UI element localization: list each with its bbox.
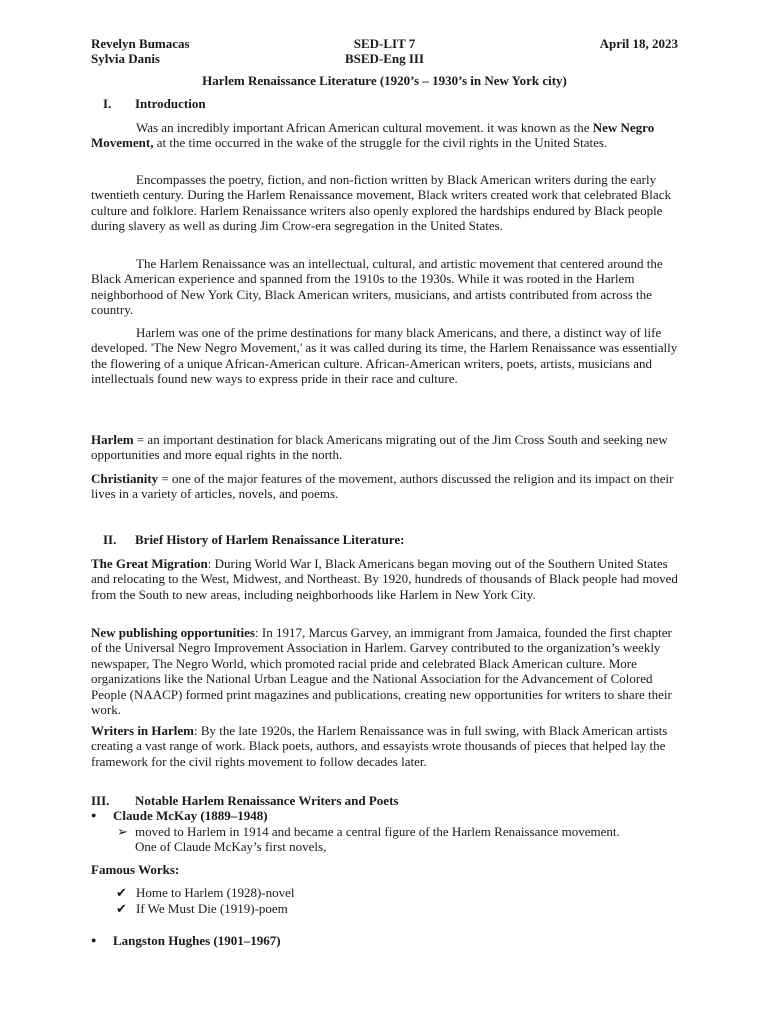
writer-name: Langston Hughes (1901–1967) (113, 933, 281, 948)
section-title: Introduction (135, 96, 206, 111)
bold-term: New Negro Movement, (91, 120, 655, 151)
author-name: Revelyn Bumacas (91, 36, 190, 51)
list-item (116, 901, 288, 916)
program-name: BSED-Eng III (344, 51, 425, 66)
document-header (91, 36, 678, 66)
list-item (117, 824, 637, 855)
section-number: II. (103, 532, 117, 547)
definition-paragraph: Christianity = one of the major features of the movement, authors discussed the religion and its impact on their lives in a variety of articles, novels, and poems. (91, 471, 674, 502)
paragraph: The Great Migration: During World War I, Black Americans began moving out of the Southern United States and relocating to the West, Midwest, and Northeast. By 1920, hundreds of thousands of Black people had moved from the South to new areas, including neighborhoods like Harlem in New York City. (91, 556, 678, 602)
bullet-icon: ● (91, 935, 97, 945)
course-code: SED-LIT 7 (353, 36, 416, 51)
list-item (91, 933, 281, 948)
paragraph: The Harlem Renaissance was an intellectual, cultural, and artistic movement that centered around the Black American experience and spanned from the 1910s to the 1930s. While it was rooted in the Harlem neighborhood of New York City, Black American writers, musicians, and artists contributed from across the country. (91, 256, 663, 318)
author-name: Sylvia Danis (91, 51, 160, 66)
famous-works-label: Famous Works: (91, 862, 180, 877)
paragraph: Writers in Harlem: By the late 1920s, the Harlem Renaissance was in full swing, with Black American artists creating a vast range of work. Black poets, authors, and essayists wrote thousands of pieces that helped lay the framework for the civil rights movement to follow decades later. (91, 723, 668, 769)
section-number: I. (103, 96, 112, 111)
bold-term: Writers in Harlem (91, 723, 195, 738)
bold-term: Christianity (91, 471, 159, 486)
work-title: If We Must Die (1919)-poem (136, 901, 288, 916)
definition-paragraph: Harlem = an important destination for black Americans migrating out of the Jim Cross South and seeking new opportunities and more equal rights in the north. (91, 432, 668, 463)
list-item (91, 808, 268, 823)
bold-term: New publishing opportunities (91, 625, 255, 640)
paragraph: Encompasses the poetry, fiction, and non-fiction written by Black American writers during the early twentieth century. During the Harlem Renaissance movement, Black writers created work that celebrated Black culture and folklore. Harlem Renaissance writers also openly explored the hardships endured by Black people during slavery as well as during Jim Crow-era segregation in the United States. (91, 172, 671, 234)
section-heading (103, 532, 404, 547)
work-title: Home to Harlem (1928)-novel (136, 885, 295, 900)
document-title: Harlem Renaissance Literature (1920’s – 1930’s in New York city) (202, 73, 567, 88)
checkmark-icon: ✔ (116, 885, 127, 900)
writer-name: Claude McKay (1889–1948) (113, 808, 268, 823)
bullet-icon: ● (91, 810, 97, 820)
section-heading (91, 793, 398, 808)
section-title: Brief History of Harlem Renaissance Literature: (135, 532, 405, 547)
section-heading (103, 96, 206, 111)
list-item (116, 885, 294, 900)
paragraph: New publishing opportunities: In 1917, Marcus Garvey, an immigrant from Jamaica, founded the first chapter of the Universal Negro Improvement Association in Harlem. Garvey contributed to the organization’s weekly newspaper, The Negro World, which promoted racial pride and celebrated Black American culture. More organizations like the National Urban League and the National Association for the Advancement of Colored People (NAACP) formed print magazines and publications, creating new opportunities for writers to share their work. (91, 625, 672, 718)
writer-note: moved to Harlem in 1914 and became a central figure of the Harlem Renaissance movement. One of Claude McKay’s first novels, (135, 824, 620, 855)
section-number: III. (91, 793, 110, 808)
paragraph: Harlem was one of the prime destinations for many black Americans, and there, a distinct way of life developed. 'The New Negro Movement,' as it was called during its time, the Harlem Renaissance was essentially the flowering of a unique African-American culture. African-American writers, poets, artists, musicians and intellectuals found new ways to express pride in their race and culture. (91, 325, 678, 387)
checkmark-icon: ✔ (116, 901, 127, 916)
bold-term: The Great Migration (91, 556, 208, 571)
document-date: April 18, 2023 (599, 36, 678, 51)
arrow-bullet-icon: ➢ (117, 824, 128, 839)
section-title: Notable Harlem Renaissance Writers and Poets (135, 793, 399, 808)
paragraph: Was an incredibly important African American cultural movement. it was known as the New Negro Movement, at the time occurred in the wake of the struggle for the civil rights in the United States. (91, 120, 655, 151)
bold-term: Harlem (91, 432, 134, 447)
